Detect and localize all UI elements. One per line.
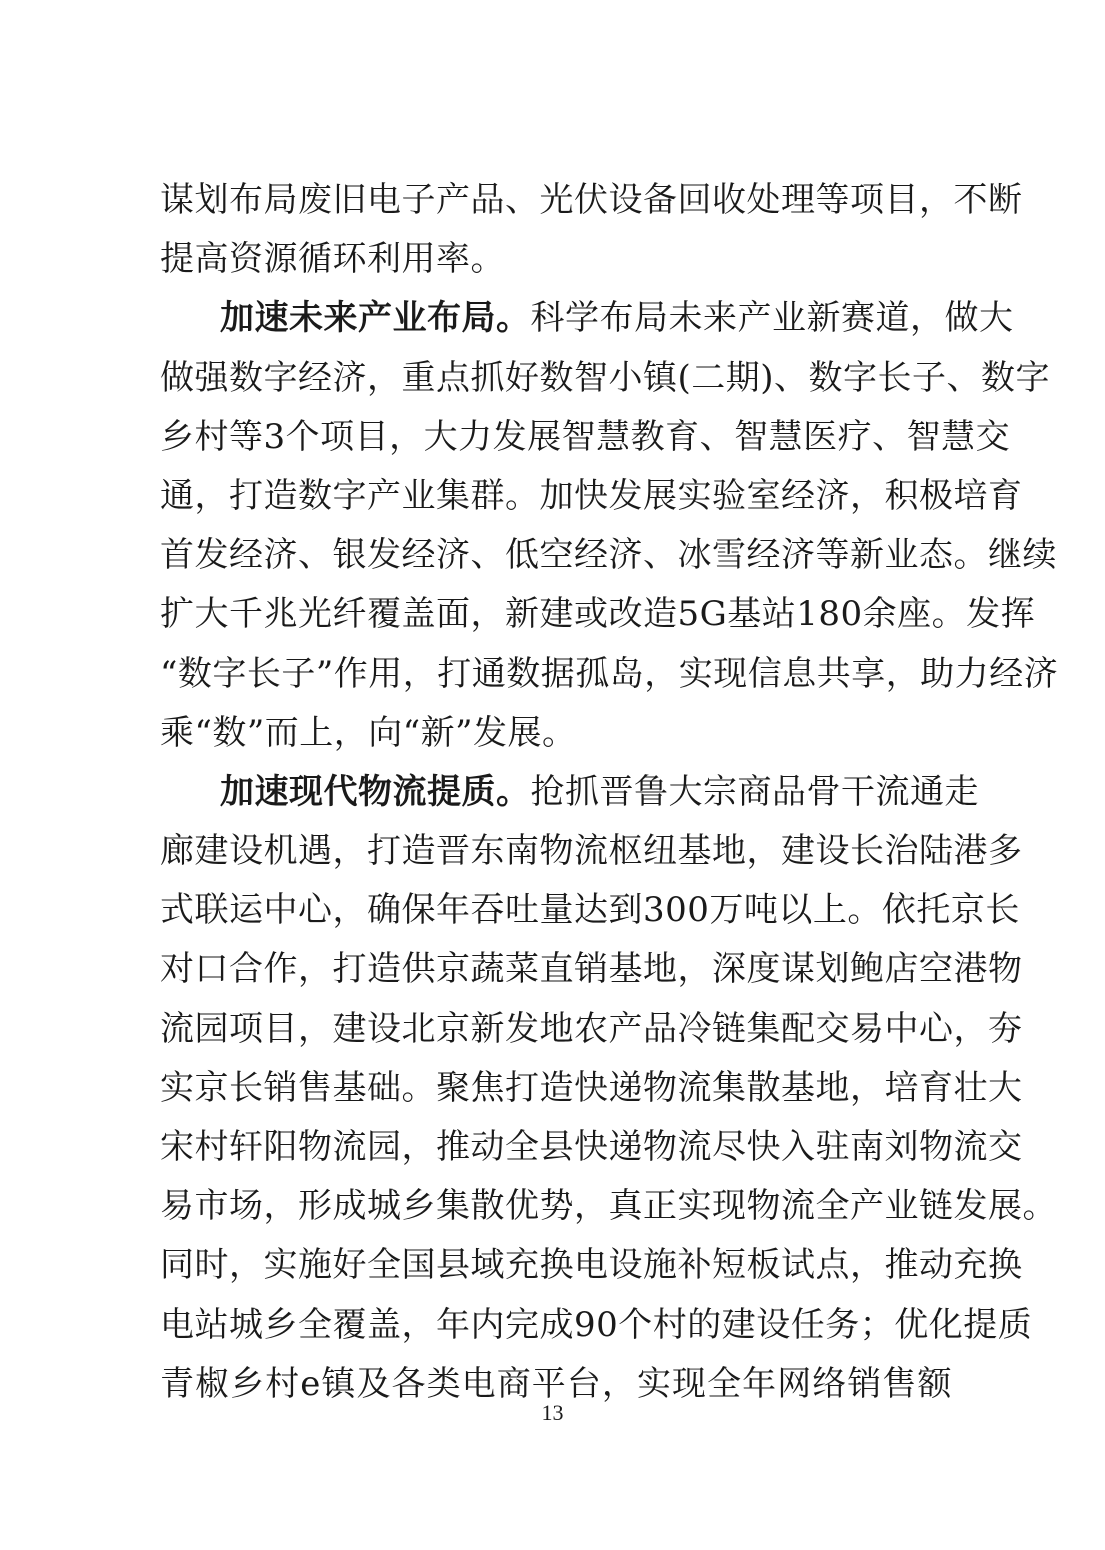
text-line: 做强数字经济，重点抓好数智小镇(二期)、数字长子、数字 [160,357,1051,398]
text-line [160,289,1014,348]
paragraph-heading: 加速未来产业布局。 [220,298,531,339]
text-span: 科学布局未来产业新赛道，做大 [530,298,1014,339]
text-line: 扩大千兆光纤覆盖面，新建或改造5G基站180余座。发挥 [160,594,1036,635]
text-span: 抢抓晋鲁大宗商品骨干流通走 [530,771,979,812]
text-line: “数字长子”作用，打通数据孤岛，实现信息共享，助力经济 [160,653,1059,694]
text-line: 提高资源循环利用率。 [160,239,505,280]
text-line: 式联运中心，确保年吞吐量达到300万吨以上。依托京长 [160,890,1020,931]
paragraph-heading: 加速现代物流提质。 [220,771,531,812]
text-line: 流园项目，建设北京新发地农产品冷链集配交易中心，夯 [160,1008,1023,1049]
text-line: 易市场，形成城乡集散优势，真正实现物流全产业链发展。 [160,1186,1057,1227]
page-number: 13 [541,1400,564,1425]
text-line: 电站城乡全覆盖，年内完成90个村的建设任务；优化提质 [160,1304,1033,1345]
text-line: 同时，实施好全国县域充换电设施补短板试点，推动充换 [160,1245,1023,1286]
text-line: 乘“数”而上，向“新”发展。 [160,712,577,753]
text-line: 乡村等3个项目，大力发展智慧教育、智慧医疗、智慧交 [160,416,1011,457]
text-line: 实京长销售基础。聚焦打造快递物流集散基地，培育壮大 [160,1067,1023,1108]
text-line: 宋村轩阳物流园，推动全县快递物流尽快入驻南刘物流交 [160,1127,1023,1167]
text-line: 通，打造数字产业集群。加快发展实验室经济，积极培育 [160,475,1023,516]
text-line [160,763,979,822]
text-line: 对口合作，打造供京蔬菜直销基地，深度谋划鲍店空港物 [160,949,1023,990]
text-line: 首发经济、银发经济、低空经济、冰雪经济等新业态。继续 [160,535,1057,576]
body-text [160,171,1059,1414]
text-line: 廊建设机遇，打造晋东南物流枢纽基地，建设长治陆港多 [160,831,1023,872]
text-line: 谋划布局废旧电子产品、光伏设备回收处理等项目，不断 [160,180,1023,220]
text-line: 青椒乡村e镇及各类电商平台，实现全年网络销售额 [160,1363,952,1404]
